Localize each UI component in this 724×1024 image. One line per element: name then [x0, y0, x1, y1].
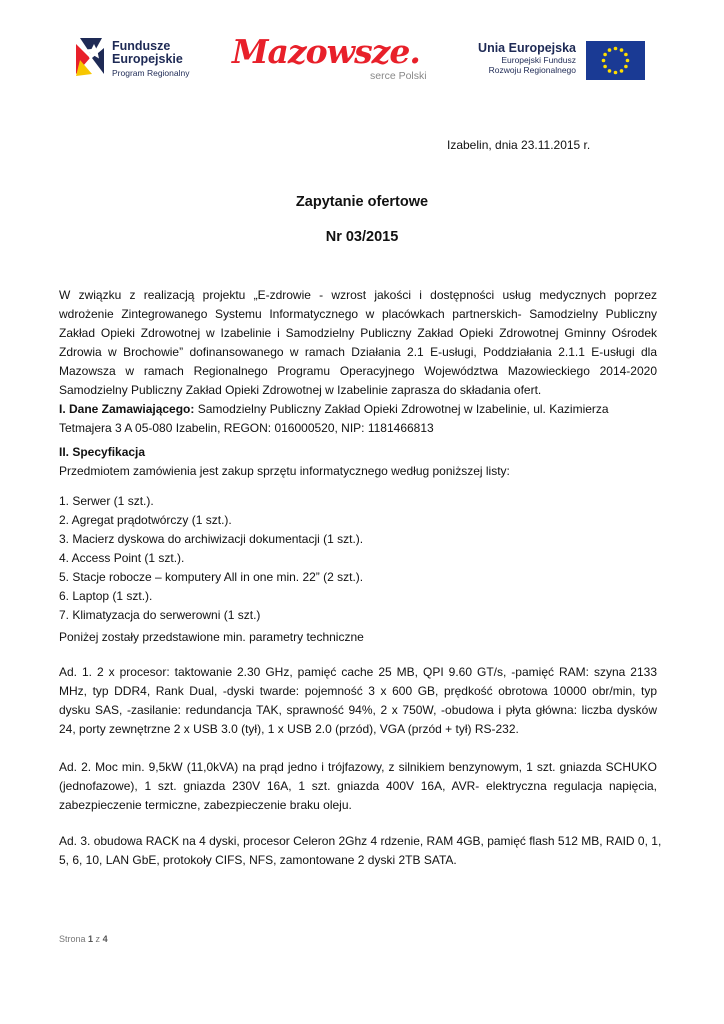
mazowsze-tagline: serce Polski [370, 70, 427, 82]
intro-paragraph [59, 286, 657, 400]
list-item: 6. Laptop (1 szt.). [59, 589, 153, 603]
section-specification [59, 443, 657, 481]
page-footer [59, 934, 108, 944]
footer-separator: z [93, 934, 103, 944]
section1-line1-text: Samodzielny Publiczny Zakład Opieki Zdrowotnej w Izabelinie, ul. Kazimierza [194, 402, 609, 416]
equipment-list [59, 492, 657, 625]
fe-logo-line1: Fundusze [112, 39, 171, 53]
ad3-line: 5, 6, 10, LAN GbE, protokoły CIFS, NFS, zamontowane 2 dyski 2TB SATA. [59, 853, 457, 867]
unia-europejska-logo [472, 38, 648, 84]
ad1-line: Ad. 1. 2 x procesor: taktowanie 2.30 GHz, pamięć cache 25 MB, QPI 9.60 GT/s, -pamięć RAM: szyna 2133 [59, 665, 657, 679]
ad1-line: dysku SAS, -zasilanie: redundancja TAK, sprawność 94%, 2 x 750W, -obudowa i płyta główna: liczba dysków [59, 703, 657, 717]
contracting-authority-line1 [59, 400, 657, 419]
eu-logo-line3: Rozwoju Regionalnego [488, 65, 576, 75]
intro-line: Mazowsza w ramach Regionalnego Programu Operacyjnego Województwa Mazowieckiego 2014-2020 [59, 364, 657, 378]
fe-logo-line3: Program Regionalny [112, 68, 190, 78]
specification-lead: Przedmiotem zamówienia jest zakup sprzętu informatycznego według poniższej listy: [59, 464, 510, 478]
date-line: Izabelin, dnia 23.11.2015 r. [447, 138, 591, 152]
ad1-paragraph [59, 663, 657, 739]
ad2-line: zabezpieczenie termiczne, zabezpieczenie braku oleju. [59, 798, 352, 812]
fe-star-emblem-icon [72, 34, 108, 78]
footer-total-pages: 4 [102, 934, 108, 944]
mazowsze-logo [232, 34, 442, 86]
eu-flag-icon [586, 41, 645, 80]
list-item: 4. Access Point (1 szt.). [59, 551, 185, 565]
section2-heading: II. Specyfikacja [59, 445, 146, 459]
document-number: Nr 03/2015 [325, 229, 399, 245]
eu-logo-line1: Unia Europejska [478, 41, 576, 55]
intro-line: W związku z realizacją projektu „E-zdrowie - wzrost jakości i dostępności usług medycznych poprzez [59, 288, 657, 302]
list-item: 7. Klimatyzacja do serwerowni (1 szt.) [59, 608, 261, 622]
intro-line: Zdrowia w Brochowie” dofinansowanego w ramach Działania 2.1 E-usługi, Poddziałania 2.1.1 E-usługi dla [59, 345, 657, 359]
mazowsze-wordmark: Mazowsze. [232, 32, 420, 71]
intro-line: wdrożenie Zintegrowanego Systemu Informatycznego w placówkach partnerskich- Samodzielny Publiczny [59, 307, 657, 321]
document-title: Zapytanie ofertowe [295, 194, 429, 210]
ad2-line: (jednofazowe), 1 szt. gniazda 230V 16A, 1 szt. gniazda 400V 16A, AVR- elektryczna regulacja napięcia, [59, 779, 657, 793]
list-item: 3. Macierz dyskowa do archiwizacji dokumentacji (1 szt.). [59, 532, 364, 546]
ad3-line: Ad. 3. obudowa RACK na 4 dyski, procesor Celeron 2Ghz 4 rdzenie, RAM 4GB, pamięć flash 512 MB, RAID 0, 1, [59, 834, 662, 848]
section-contracting-authority [59, 400, 657, 438]
list-item: 2. Agregat prądotwórczy (1 szt.). [59, 513, 232, 527]
footer-prefix: Strona [59, 934, 89, 944]
ad1-line: 24, porty zewnętrzne 2 x USB 3.0 (tył), 1 x USB 2.0 (przód), VGA (przód + tył) RS-232. [59, 722, 519, 736]
fe-logo-line2: Europejskie [112, 52, 183, 66]
intro-line: Samodzielny Publiczny Zakład Opieki Zdrowotnej w Izabelinie zaprasza do składania ofert. [59, 383, 542, 397]
ad2-paragraph [59, 758, 657, 815]
fundusze-europejskie-logo [72, 34, 212, 84]
list-item: 1. Serwer (1 szt.). [59, 494, 154, 508]
params-intro: Poniżej zostały przedstawione min. parametry techniczne [59, 630, 364, 644]
list-item: 5. Stacje robocze – komputery All in one min. 22” (2 szt.). [59, 570, 364, 584]
ad3-paragraph [59, 832, 662, 870]
ad2-line: Ad. 2. Moc min. 9,5kW (11,0kVA) na prąd jedno i trójfazowy, z silnikiem benzynowym, 1 szt. gniazda SCHUKO [59, 760, 657, 774]
intro-line: Zakład Opieki Zdrowotnej w Izabelinie i Samodzielny Publiczny Zakład Opieki Zdrowotnej Gminny Ośrodek [59, 326, 657, 340]
eu-logo-line2: Europejski Fundusz [501, 55, 576, 65]
contracting-authority-line2: Tetmajera 3 A 05-080 Izabelin, REGON: 016000520, NIP: 1181466813 [59, 421, 434, 435]
section1-heading: I. Dane Zamawiającego: [59, 402, 195, 416]
footer-current-page: 1 [88, 934, 94, 944]
ad1-line: MHz, typ DDR4, Rank Dual, -dyski twarde: pojemność 3 x 600 GB, prędkość obrotowa 10000 obr/min, typ [59, 684, 657, 698]
